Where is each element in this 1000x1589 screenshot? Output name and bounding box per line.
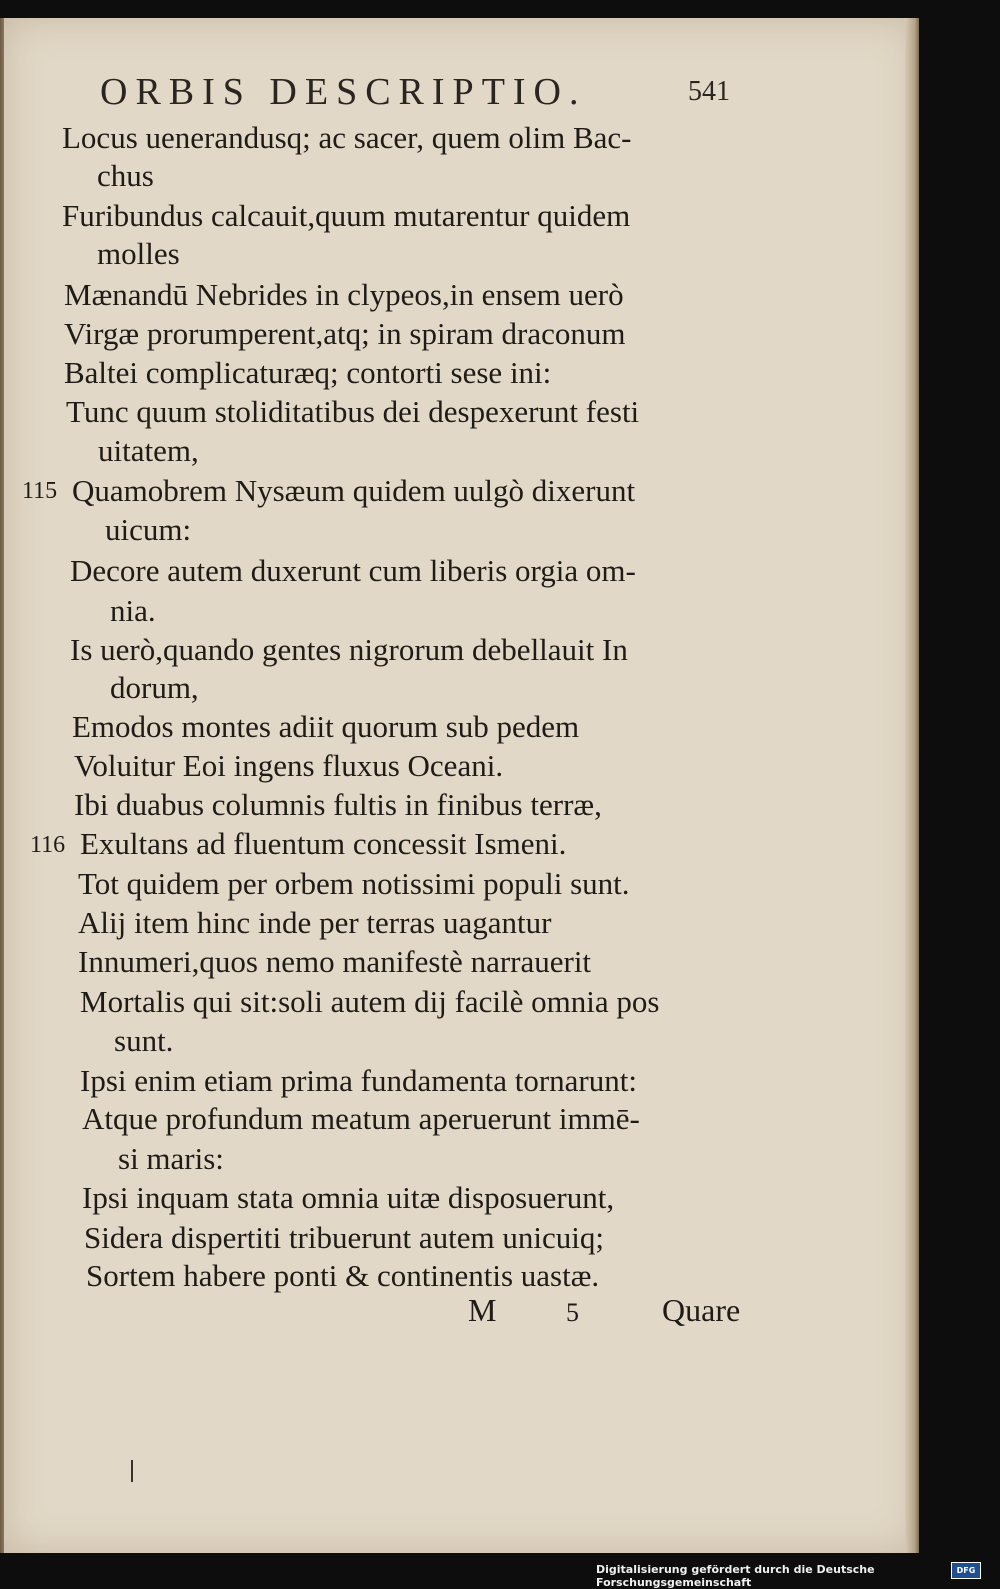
text-line: Ipsi enim etiam prima fundamenta tornarunt:: [80, 1063, 637, 1098]
funding-credit: Digitalisierung gefördert durch die Deutsche Forschungsgemeinschaft: [596, 1563, 875, 1589]
text-line: Ibi duabus columnis fultis in finibus terræ,: [74, 787, 602, 822]
page-mark: [131, 1460, 133, 1482]
text-line: uicum:: [105, 512, 192, 547]
text-line: Sidera dispertiti tribuerunt autem unicuiq;: [84, 1220, 604, 1255]
digitization-footer: [596, 1560, 1000, 1589]
text-line: nia.: [110, 593, 156, 628]
page-right-edge: [905, 18, 919, 1553]
running-header: [100, 70, 750, 120]
text-line: Furibundus calcauit,quum mutarentur quidem: [62, 198, 631, 233]
text-line: dorum,: [110, 670, 199, 705]
page-number: 541: [688, 76, 730, 107]
text-line: Mænandū Nebrides in clypeos,in ensem uerò: [64, 277, 624, 312]
text-line: Baltei complicaturæq; contorti sese ini:: [64, 355, 552, 390]
text-line: Virgæ prorumperent,atq; in spiram draconum: [64, 316, 626, 351]
text-line: molles: [97, 236, 180, 271]
running-title: ORBIS DESCRIPTIO.: [100, 71, 587, 113]
text-line: Emodos montes adiit quorum sub pedem: [72, 709, 580, 744]
text-line: Ipsi inquam stata omnia uitæ disposuerunt,: [82, 1180, 615, 1215]
text-line: Innumeri,quos nemo manifestè narrauerit: [78, 944, 592, 979]
signature-mark: M: [468, 1292, 497, 1328]
text-line: Voluitur Eoi ingens fluxus Oceani.: [74, 748, 504, 783]
text-line: Tot quidem per orbem notissimi populi sunt.: [78, 866, 630, 901]
text-line: Exultans ad fluentum concessit Ismeni.: [80, 826, 567, 861]
text-line: chus: [97, 158, 154, 193]
text-line: Atque profundum meatum aperuerunt immē-: [82, 1101, 640, 1136]
margin-line-number: 116: [30, 832, 66, 858]
text-line: Decore autem duxerunt cum liberis orgia om-: [70, 553, 636, 588]
signature-number: 5: [566, 1298, 579, 1327]
catchword: Quare: [662, 1292, 741, 1328]
text-line: Tunc quum stoliditatibus dei despexerunt festi: [66, 394, 640, 429]
margin-line-number: 115: [22, 478, 58, 504]
text-line: Is uerò,quando gentes nigrorum debellauit In: [70, 632, 628, 667]
text-line: Alij item hinc inde per terras uagantur: [78, 905, 552, 940]
text-line: uitatem,: [98, 433, 199, 468]
text-line: Mortalis qui sit:soli autem dij facilè omnia pos: [80, 984, 660, 1019]
text-line: sunt.: [114, 1023, 174, 1058]
text-line: Locus uenerandusq; ac sacer, quem olim Bac-: [62, 120, 632, 155]
text-line: Sortem habere ponti & continentis uastæ.: [86, 1258, 600, 1293]
dfg-logo: DFG: [951, 1562, 981, 1579]
text-line: si maris:: [118, 1141, 224, 1176]
text-line: Quamobrem Nysæum quidem uulgò dixerunt: [72, 473, 636, 508]
